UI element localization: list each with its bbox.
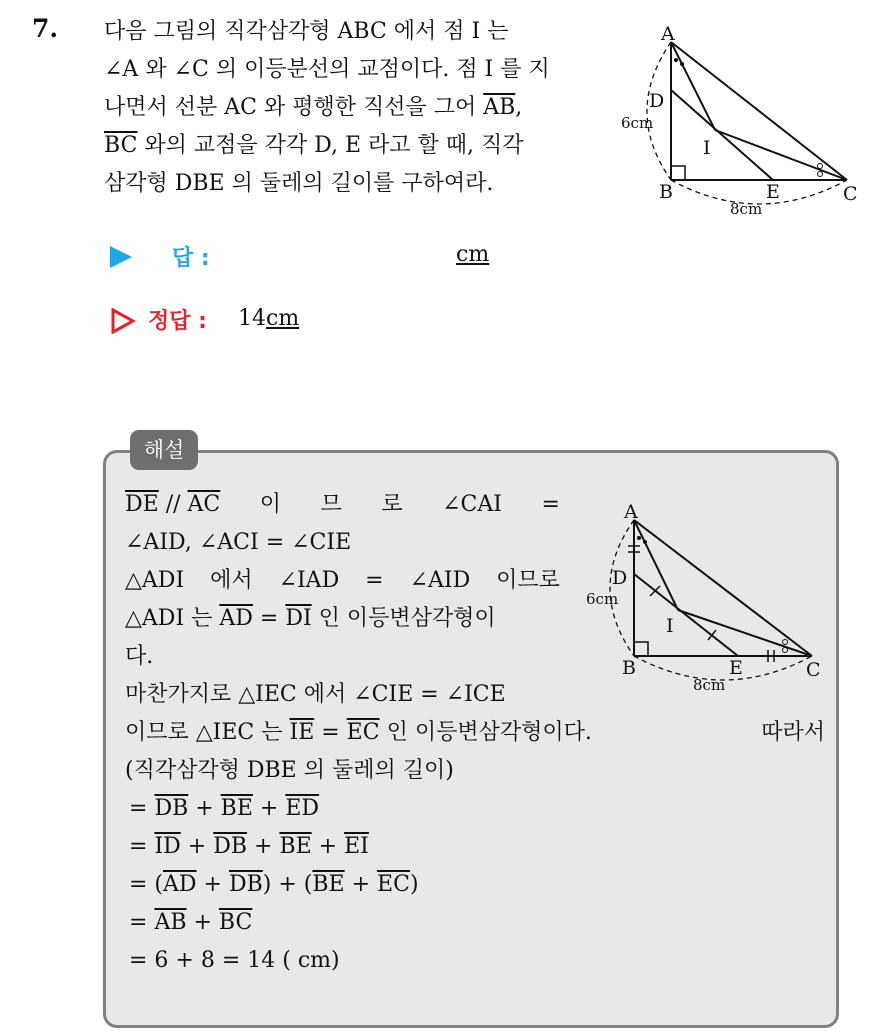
answer-label: 답 : — [172, 246, 210, 271]
solution-line: △ADI 는 $\overline{AD} = \overline{DI}$ 인 이등변삼각형이 — [125, 606, 496, 631]
answer-row — [110, 240, 530, 274]
vertex-a-label: A — [624, 501, 638, 523]
solution-line: 이므로 △IEC 는 $\overline{IE} = \overline{EC}$ 인 이등변삼각형이다. 따라서 — [125, 720, 825, 745]
vertex-c-label: C — [806, 659, 821, 681]
vertex-b-label: B — [622, 657, 636, 679]
side-bc-length: 8cm — [730, 200, 763, 218]
solution-line: $\overline{DE} // \overline{AC}$ 이 므 로 ∠CAI = — [125, 492, 560, 517]
vertex-a-label: A — [661, 23, 675, 45]
question-line: $\overline{BC}$ 와의 교점을 각각 D, E 라고 할 때, 직각 — [104, 133, 524, 158]
solution-line: (직각삼각형 DBE 의 둘레의 길이) — [125, 758, 454, 783]
outline-triangle-icon — [110, 308, 136, 334]
solution-line: △ADI 에서 ∠IAD = ∠AID 이므로 — [125, 568, 560, 593]
vertex-b-label: B — [659, 181, 673, 203]
correct-answer-row — [110, 304, 530, 338]
segment-ab: $\overline{AB}$ — [483, 95, 516, 120]
point-e-label: E — [729, 657, 743, 679]
solution-tab: 해설 — [130, 430, 198, 470]
question-line: 다음 그림의 직각삼각형 ABC 에서 점 I 는 — [104, 19, 509, 44]
equation-line: = $\overline{DB} + \overline{BE} + \overline{ED}$ — [129, 796, 320, 821]
question-line: ∠A 와 ∠C 의 이등분선의 교점이다. 점 I 를 지 — [104, 57, 550, 82]
solution-line: ∠AID, ∠ACI = ∠CIE — [125, 530, 352, 555]
point-i-label: I — [666, 615, 674, 637]
segment-bc: $\overline{BC}$ — [104, 133, 138, 158]
point-d-label: D — [649, 90, 665, 112]
side-ab-length: 6cm — [586, 590, 619, 608]
question-number: 7. — [32, 14, 59, 43]
equation-line: = $\overline{AB} + \overline{BC}$ — [129, 910, 253, 935]
question-line: 삼각형 DBE 의 둘레의 길이를 구하여라. — [104, 171, 494, 196]
solution-line: 마찬가지로 △IEC 에서 ∠CIE = ∠ICE — [125, 682, 506, 707]
vertex-c-label: C — [843, 183, 858, 205]
side-bc-length: 8cm — [693, 676, 726, 694]
solution-triangle-figure — [580, 496, 830, 696]
equation-line: = $(\overline{AD} + \overline{DB}) + (\overline{BE} + \overline{EC})$ — [129, 872, 419, 897]
point-e-label: E — [766, 181, 780, 203]
equation-line: = 6 + 8 = 14 ( cm) — [129, 948, 340, 973]
solution-line: 다. — [125, 644, 154, 669]
correct-answer-value: 14cm — [238, 306, 300, 331]
correct-answer-label: 정답 : — [148, 309, 207, 334]
side-ab-length: 6cm — [621, 114, 654, 132]
question-triangle-figure — [615, 20, 865, 220]
question-line: 나면서 선분 AC 와 평행한 직선을 그어 $\overline{AB}$, — [104, 95, 523, 120]
point-i-label: I — [703, 137, 711, 159]
answer-unit: cm — [456, 242, 490, 267]
play-triangle-icon — [110, 246, 132, 268]
question-text — [104, 13, 604, 203]
point-d-label: D — [612, 567, 628, 589]
equation-line: = $\overline{ID} + \overline{DB} + \overline{BE} + \overline{EI}$ — [129, 834, 369, 859]
